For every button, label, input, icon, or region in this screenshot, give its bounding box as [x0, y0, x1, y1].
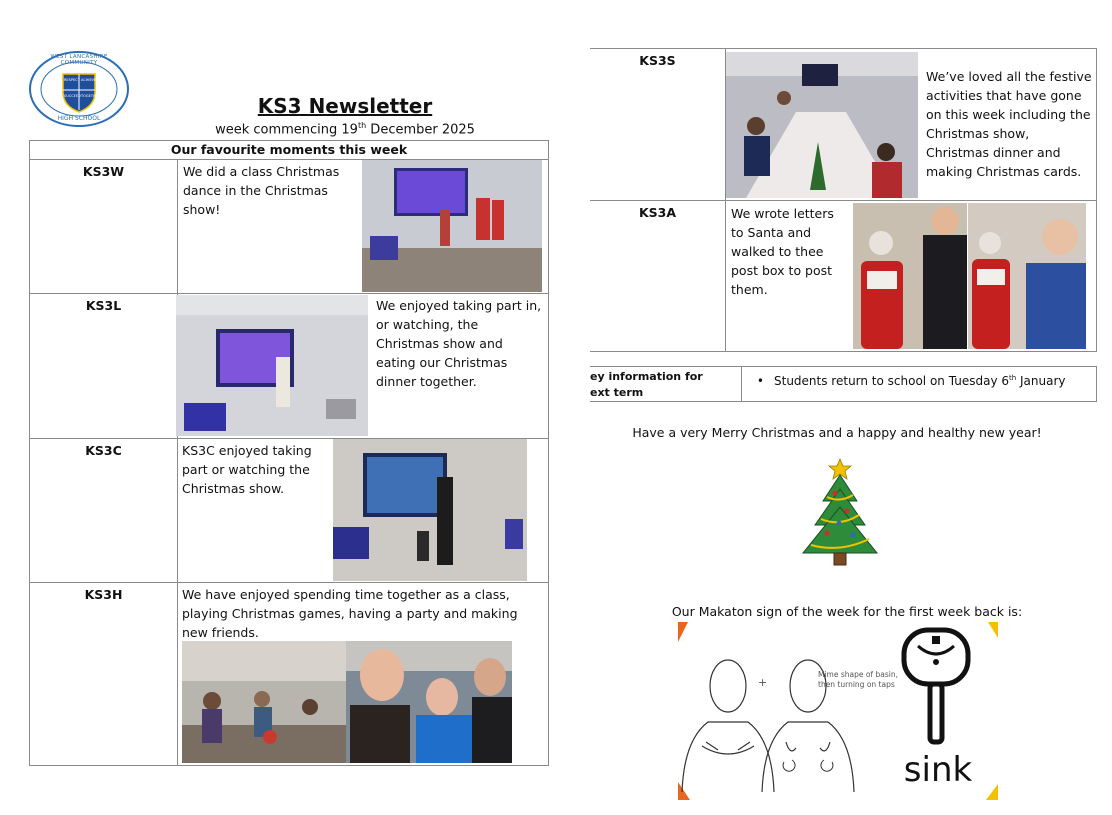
ks3h-text: We have enjoyed spending time together as a class, playing Christmas games, having a party and making new friends.	[182, 587, 518, 640]
svg-text:+: +	[758, 676, 768, 689]
ks3h-selfie-photo	[346, 641, 512, 763]
makaton-heading: Our Makaton sign of the week for the first week back is:	[671, 604, 1023, 619]
key-info-label	[590, 367, 742, 402]
school-logo	[28, 50, 130, 128]
makaton-instruction: Mime shape of basin, then turning on taps	[818, 670, 898, 689]
week-commencing	[180, 121, 510, 137]
key-info-content	[742, 367, 1097, 402]
christmas-greeting: Have a very Merry Christmas and a happy and healthy new year!	[632, 425, 1042, 440]
page-title: KS3 Newsletter	[257, 94, 433, 118]
ks3s-text: We’ve loved all the festive activities that have gone on this week including the Christmas show, Christmas dinner and making Christmas cards.	[926, 69, 1092, 179]
bullet-icon: •	[756, 374, 764, 388]
ks3l-stage-photo	[176, 295, 368, 436]
ks3h-group-photo	[182, 641, 346, 763]
ks3s-dinner-photo	[726, 52, 918, 198]
key-info-bullet-sup: th	[1009, 374, 1017, 382]
key-info-label-line1: ey information for	[590, 370, 703, 383]
ks3c-text: KS3C enjoyed taking part or watching the Christmas show.	[182, 443, 312, 496]
ks3w-stage-photo	[362, 160, 542, 292]
makaton-word: sink	[903, 750, 973, 790]
key-info-table	[590, 366, 1097, 402]
ks3a-text: We wrote letters to Santa and walked to thee post box to post them.	[731, 206, 834, 297]
makaton-sign-image	[678, 622, 998, 800]
ks3w-text: We did a class Christmas dance in the Christmas show!	[183, 164, 340, 217]
logo-name-bottom: HIGH SCHOOL	[57, 115, 101, 122]
week-sup: th	[357, 121, 367, 130]
logo-value-3: SUCCEED	[64, 94, 81, 98]
logo-name-top: WEST LANCASHIRE COMMUNITY	[50, 54, 108, 66]
row-label-ks3c: KS3C	[30, 439, 178, 583]
christmas-tree-icon	[797, 453, 883, 569]
key-info-bullet-prefix: Students return to school on Tuesday 6	[774, 374, 1009, 388]
ks3a-postbox-photo-1	[853, 203, 967, 349]
logo-value-4: TOGETHER	[81, 94, 101, 98]
row-label-ks3w: KS3W	[30, 160, 178, 294]
row-label-ks3l: KS3L	[30, 294, 178, 439]
logo-value-1: RESPECT	[64, 78, 80, 82]
row-label-ks3a: KS3A	[590, 201, 726, 352]
week-suffix: December 2025	[366, 122, 475, 138]
moments-heading: Our favourite moments this week	[30, 141, 549, 160]
ks3c-stage-photo	[333, 439, 527, 581]
ks3a-postbox-photo-2	[968, 203, 1086, 349]
key-info-bullet-suffix: January	[1016, 374, 1066, 388]
ks3l-text: We enjoyed taking part in, or watching, the Christmas show and eating our Christmas dinner together.	[376, 298, 542, 389]
key-info-label-line2: ext term	[590, 386, 644, 399]
row-label-ks3h: KS3H	[30, 583, 178, 766]
row-label-ks3s: KS3S	[590, 49, 726, 201]
logo-value-2: ACHIEVE	[81, 78, 97, 82]
week-prefix: week commencing 19	[215, 122, 358, 138]
